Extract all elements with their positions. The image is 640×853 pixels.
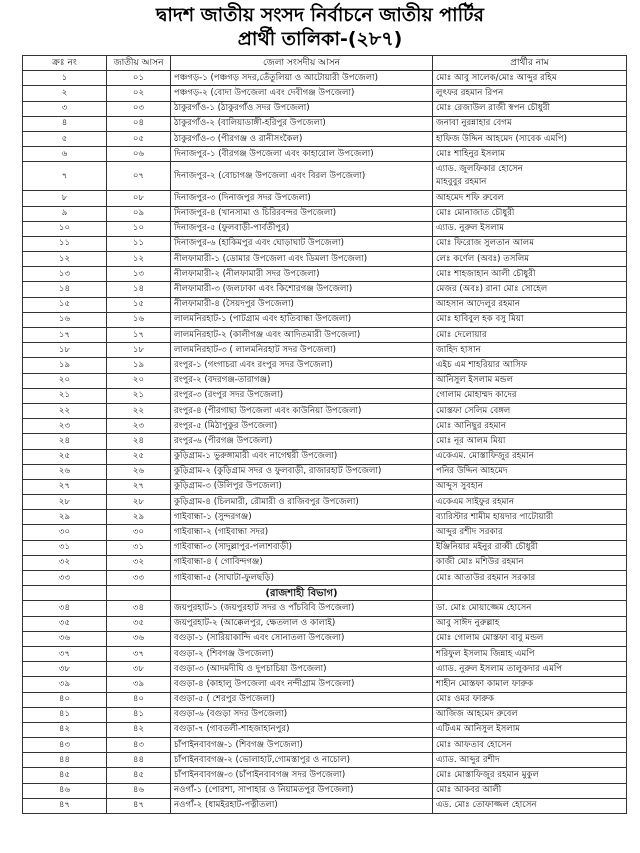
- table-row: [23, 525, 627, 540]
- serial-cell: ১৭: [23, 328, 107, 343]
- national-seat-cell: ৩৬: [107, 631, 171, 646]
- national-seat-cell: ৪২: [107, 722, 171, 737]
- serial-cell: ২১: [23, 388, 107, 403]
- table-row: [23, 71, 627, 86]
- national-seat-cell: ১২: [107, 252, 171, 267]
- serial-cell: ৩৬: [23, 631, 107, 646]
- national-seat-cell: ২৯: [107, 510, 171, 525]
- header-constituency: জেলা সংসদীয় আসন: [171, 56, 433, 71]
- table-row: [23, 191, 627, 206]
- candidate-name-cell: মোঃ ফিরোজ সুলতান আলম: [433, 236, 627, 251]
- table-row: [23, 147, 627, 162]
- constituency-cell: নীলফামারী-১ (ডোমার উপজেলা এবং ডিমলা উপজেলা): [171, 252, 433, 267]
- national-seat-cell: ৩৩: [107, 571, 171, 586]
- national-seat-cell: ২৫: [107, 449, 171, 464]
- constituency-cell: দিনাজপুর-৪ (খানসামা ও চিরিরবন্দর উপজেলা): [171, 206, 433, 221]
- header-serial: ক্রঃ নং: [23, 56, 107, 71]
- serial-cell: ৩: [23, 101, 107, 116]
- table-row: [23, 101, 627, 116]
- constituency-cell: বগুড়া-৬ (বগুড়া সদর উপজেলা): [171, 707, 433, 722]
- candidate-name-cell: এটিএম আনিসুল ইসলাম: [433, 722, 627, 737]
- candidate-name-line: মাহবুবুর রহমান: [436, 177, 487, 188]
- table-body: [23, 71, 627, 814]
- national-seat-cell: ৪০: [107, 692, 171, 707]
- constituency-cell: ঠাকুরগাঁও-১ (ঠাকুরগাঁও সদর উপজেলা): [171, 101, 433, 116]
- candidate-name-cell: মোঃ মোনাজাত চৌধুরী: [433, 206, 627, 221]
- serial-cell: ৩১: [23, 540, 107, 555]
- constituency-cell: গাইবান্ধা-৩ (সাদুল্লাপুর-পলাশবাড়ী): [171, 540, 433, 555]
- candidate-name-cell: আজিজ আহমেদ রুবেল: [433, 707, 627, 722]
- candidate-name-cell: আহমেদ শফি রুবেল: [433, 191, 627, 206]
- serial-cell: ১৬: [23, 312, 107, 327]
- table-row: [23, 646, 627, 661]
- serial-cell: ১৩: [23, 267, 107, 282]
- serial-cell: ২০: [23, 373, 107, 388]
- national-seat-cell: ৩২: [107, 555, 171, 570]
- national-seat-cell: ২২: [107, 403, 171, 418]
- candidate-name-cell: লেঃ কর্ণেল (অবঃ) তসলিম: [433, 252, 627, 267]
- candidate-name-cell: আবু সাঈদ নুরুল্লাহ: [433, 616, 627, 631]
- serial-cell: ৩৪: [23, 601, 107, 616]
- serial-cell: ৪৫: [23, 768, 107, 783]
- table-row: [23, 86, 627, 101]
- table-row: [23, 388, 627, 403]
- national-seat-cell: ১৬: [107, 312, 171, 327]
- serial-cell: ৪৭: [23, 798, 107, 813]
- candidate-name-cell: মোঃ আবু সালেক/মোঃ আব্দুর রহিম: [433, 71, 627, 86]
- constituency-cell: রংপুর-২ (বদরগঞ্জ-তারাগঞ্জ): [171, 373, 433, 388]
- serial-cell: ৩২: [23, 555, 107, 570]
- national-seat-cell: ৪৫: [107, 768, 171, 783]
- table-row: [23, 343, 627, 358]
- serial-cell: ৩৫: [23, 616, 107, 631]
- serial-cell: ১১: [23, 236, 107, 251]
- constituency-cell: ঠাকুরগাঁও-৩ (পীরগঞ্জ ও রানীসংকৈল): [171, 131, 433, 146]
- table-row: [23, 479, 627, 494]
- serial-cell: ২৬: [23, 464, 107, 479]
- serial-cell: ২৭: [23, 479, 107, 494]
- national-seat-cell: ০২: [107, 86, 171, 101]
- candidate-name-cell: মোঃ আফতাব হোসেন: [433, 738, 627, 753]
- table-row: [23, 768, 627, 783]
- national-seat-cell: ০৪: [107, 116, 171, 131]
- table-row: [23, 571, 627, 586]
- serial-cell: ৪১: [23, 707, 107, 722]
- serial-cell: ৩৯: [23, 677, 107, 692]
- table-row: [23, 753, 627, 768]
- table-row: [23, 464, 627, 479]
- header-candidate-name: প্রার্থীর নাম: [433, 56, 627, 71]
- candidate-name-cell: ইঞ্জিনিয়ার মইনুর রাব্বী চৌধুরী: [433, 540, 627, 555]
- table-row: [23, 692, 627, 707]
- table-row: [23, 236, 627, 251]
- candidate-name-cell: মোঃ নূর আলম মিয়া: [433, 434, 627, 449]
- candidate-name-cell: হাফিজ উদ্দিন আহমেদ (সাবেক এমপি): [433, 131, 627, 146]
- national-seat-cell: ০৩: [107, 101, 171, 116]
- serial-cell: ২৯: [23, 510, 107, 525]
- constituency-cell: দিনাজপুর-১ (বীরগঞ্জ উপজেলা এবং কাহারোল উপজেলা): [171, 147, 433, 162]
- national-seat-cell: ৪৪: [107, 753, 171, 768]
- document-title: দ্বাদশ জাতীয় সংসদ নির্বাচনে জাতীয় পার্টির: [156, 4, 484, 26]
- serial-cell: ২: [23, 86, 107, 101]
- serial-cell: ১৮: [23, 343, 107, 358]
- serial-cell: ৩০: [23, 525, 107, 540]
- serial-cell: ১৪: [23, 282, 107, 297]
- national-seat-cell: ১৯: [107, 358, 171, 373]
- constituency-cell: পঞ্চগড়-১ (পঞ্চগড় সদর,তেঁতুলিয়া ও আটোয়ারী উপজেলা): [171, 71, 433, 86]
- constituency-cell: কুড়িগ্রাম-৪ (চিলমারী, রৌমারী ও রাজিবপুর উপজেলা): [171, 495, 433, 510]
- national-seat-cell: ১৩: [107, 267, 171, 282]
- division-label: (রাজশাহী বিভাগ): [171, 586, 433, 601]
- serial-cell: ২৮: [23, 495, 107, 510]
- serial-cell: ৩৮: [23, 662, 107, 677]
- candidate-table: [22, 55, 627, 814]
- national-seat-cell: ৩৮: [107, 662, 171, 677]
- serial-cell: ২৩: [23, 419, 107, 434]
- constituency-cell: কুড়িগ্রাম-২ (কুড়িগ্রাম সদর ও ফুলবাড়ী, রাজারহাট উপজেলা): [171, 464, 433, 479]
- national-seat-cell: ৩৪: [107, 601, 171, 616]
- candidate-name-cell: মোঃ আকবর আলী: [433, 783, 627, 798]
- table-row: [23, 677, 627, 692]
- serial-cell: ৩৭: [23, 646, 107, 661]
- table-row: [23, 738, 627, 753]
- candidate-name-cell: জনাবা নুরন্নাহার বেগম: [433, 116, 627, 131]
- constituency-cell: গাইবান্ধা-২ (গাইবান্ধা সদর): [171, 525, 433, 540]
- national-seat-cell: ৪১: [107, 707, 171, 722]
- serial-cell: ১০: [23, 221, 107, 236]
- candidate-name-cell: মোঃ মোস্তাফিজুর রহমান মুকুল: [433, 768, 627, 783]
- constituency-cell: নীলফামারী-৩ (জলঢাকা এবং কিশোরগঞ্জ উপজেলা): [171, 282, 433, 297]
- candidate-name-cell: মোঃ গোলাম মোস্তফা বাবু মন্ডল: [433, 631, 627, 646]
- table-row: [23, 221, 627, 236]
- constituency-cell: রংপুর-৬ (পীরগঞ্জ উপজেলা): [171, 434, 433, 449]
- candidate-name-cell: আব্দুস সুবহান: [433, 479, 627, 494]
- table-row: [23, 449, 627, 464]
- candidate-name-cell: একেএম সাইফুর রহমান: [433, 495, 627, 510]
- candidate-name-cell: গোলাম মোহাম্মদ কাদের: [433, 388, 627, 403]
- table-row: [23, 798, 627, 813]
- table-row: [23, 783, 627, 798]
- constituency-cell: লালমনিরহাট-৩ ( লালমনিরহাট সদর উপজেলা): [171, 343, 433, 358]
- national-seat-cell: ২৪: [107, 434, 171, 449]
- constituency-cell: জয়পুরহাট-২ (আক্কেলপুর, ক্ষেতলাল ও কালাই): [171, 616, 433, 631]
- candidate-name-cell: কাজী মোঃ মশিউর রহমান: [433, 555, 627, 570]
- constituency-cell: দিনাজপুর-৫ (ফুলবাড়ী-পার্বতীপুর): [171, 221, 433, 236]
- national-seat-cell: ৩৫: [107, 616, 171, 631]
- national-seat-cell: ০৮: [107, 191, 171, 206]
- table-row: [23, 495, 627, 510]
- table-row: [23, 555, 627, 570]
- constituency-cell: নওগাঁ-২ (ধামইরহাট-পত্নীতলা): [171, 798, 433, 813]
- serial-cell: ১৫: [23, 297, 107, 312]
- header-national-seat: জাতীয় আসন: [107, 56, 171, 71]
- serial-cell: ৪৬: [23, 783, 107, 798]
- candidate-name-cell: মেজর (অবঃ) রানা মোঃ সোহেল: [433, 282, 627, 297]
- serial-cell: ৩৩: [23, 571, 107, 586]
- candidate-name-cell: শাহীন মোস্তফা কামাল ফারুক: [433, 677, 627, 692]
- constituency-cell: দিনাজপুর-৩ (দিনাজপুর সদর উপজেলা): [171, 191, 433, 206]
- national-seat-cell: ১৭: [107, 328, 171, 343]
- table-header-row: [23, 56, 627, 71]
- national-seat-cell: ৪৭: [107, 798, 171, 813]
- national-seat-cell: ২৭: [107, 479, 171, 494]
- serial-cell: ৮: [23, 191, 107, 206]
- table-row: [23, 631, 627, 646]
- candidate-name-cell: মোঃ দেলোয়ার: [433, 328, 627, 343]
- candidate-name-cell: মোঃ শাহিনুর ইসলাম: [433, 147, 627, 162]
- national-seat-cell: ৪৬: [107, 783, 171, 798]
- candidate-name-cell: মোঃ শাহজাহান আলী চৌধুরী: [433, 267, 627, 282]
- national-seat-cell: ৩৯: [107, 677, 171, 692]
- candidate-name-cell: এড. মোঃ তোফাজ্জল হোসেন: [433, 798, 627, 813]
- table-row: [23, 510, 627, 525]
- national-seat-cell: ২০: [107, 373, 171, 388]
- table-row: [23, 252, 627, 267]
- constituency-cell: নীলফামারী-২ (নীলফামারী সদর উপজেলা): [171, 267, 433, 282]
- constituency-cell: বগুড়া-২ (শিবগঞ্জ উপজেলা): [171, 646, 433, 661]
- table-row: [23, 297, 627, 312]
- serial-cell: ৪৪: [23, 753, 107, 768]
- constituency-cell: চাঁপাইনবাবগঞ্জ-৩ (চাঁপাইনবাবগঞ্জ সদর উপজেলা): [171, 768, 433, 783]
- table-row: [23, 434, 627, 449]
- table-row: [23, 282, 627, 297]
- table-row: [23, 162, 627, 191]
- constituency-cell: চাঁপাইনবাবগঞ্জ-১ (শিবগঞ্জ উপজেলা): [171, 738, 433, 753]
- national-seat-cell: ১১: [107, 236, 171, 251]
- serial-cell: ৯: [23, 206, 107, 221]
- national-seat-cell: ০৬: [107, 147, 171, 162]
- table-row: [23, 540, 627, 555]
- candidate-name-cell: ডা. মোঃ মোয়াজ্জেম হোসেন: [433, 601, 627, 616]
- constituency-cell: বগুড়া-৪ (কাহালু উপজেলা এবং নন্দীগ্রাম উপজেলা): [171, 677, 433, 692]
- candidate-name-cell: মোঃ আতাউর রহমান সরকার: [433, 571, 627, 586]
- national-seat-cell: ৩৭: [107, 646, 171, 661]
- table-row: [23, 358, 627, 373]
- candidate-name-cell: আব্দুর রশীদ সরকার: [433, 525, 627, 540]
- candidate-name-cell: মোঃ হাবিবুল হক বসু মিয়া: [433, 312, 627, 327]
- serial-cell: ১২: [23, 252, 107, 267]
- table-row: [23, 722, 627, 737]
- constituency-cell: লালমনিরহাট-১ (পাটগ্রাম এবং হাতিবান্ধা উপজেলা): [171, 312, 433, 327]
- table-row: [23, 116, 627, 131]
- candidate-name-cell: মোঃ রেজাউল রাজী স্বপন চৌধুরী: [433, 101, 627, 116]
- table-row: [23, 707, 627, 722]
- serial-cell: ৭: [23, 162, 107, 191]
- constituency-cell: বগুড়া-১ (সারিয়াকান্দি এবং সোনাতলা উপজেলা): [171, 631, 433, 646]
- candidate-name-cell: লুৎফর রহমান রিপন: [433, 86, 627, 101]
- table-row: [23, 206, 627, 221]
- constituency-cell: রংপুর-৩ (রংপুর সদর উপজেলা): [171, 388, 433, 403]
- serial-cell: ৪২: [23, 722, 107, 737]
- table-row: [23, 419, 627, 434]
- constituency-cell: রংপুর-৪ (পীরগাছা উপজেলা এবং কাউনিয়া উপজেলা): [171, 403, 433, 418]
- constituency-cell: বগুড়া-৩ (আদমদীঘি ও দুপচাচিয়া উপজেলা): [171, 662, 433, 677]
- constituency-cell: গাইবান্ধা-৫ (সাঘাটা-ফুলছড়ি): [171, 571, 433, 586]
- constituency-cell: ঠাকুরগাঁও-২ (বালিয়াডাঙ্গী-হরিপুর উপজেলা): [171, 116, 433, 131]
- constituency-cell: জয়পুরহাট-১ (জয়পুরহাট সদর ও পাঁচবিবি উপজেলা): [171, 601, 433, 616]
- candidate-name-cell: একেএম. মোস্তাফিজুর রহমান: [433, 449, 627, 464]
- serial-cell: ২৫: [23, 449, 107, 464]
- national-seat-cell: ২৬: [107, 464, 171, 479]
- table-row: [23, 662, 627, 677]
- national-seat-cell: ১৪: [107, 282, 171, 297]
- national-seat-cell: ৩০: [107, 525, 171, 540]
- national-seat-cell: ০১: [107, 71, 171, 86]
- national-seat-cell: ০৭: [107, 162, 171, 191]
- candidate-name-cell: মোঃ আনিছুর রহমান: [433, 419, 627, 434]
- national-seat-cell: ২৮: [107, 495, 171, 510]
- national-seat-cell: ১০: [107, 221, 171, 236]
- constituency-cell: লালমনিরহাট-২ (কালীগঞ্জ এবং আদিতমারী উপজেলা): [171, 328, 433, 343]
- serial-cell: ৪৩: [23, 738, 107, 753]
- national-seat-cell: ২১: [107, 388, 171, 403]
- candidate-name-cell: জাহিদ হাসান: [433, 343, 627, 358]
- table-row: [23, 403, 627, 418]
- serial-cell: ৪০: [23, 692, 107, 707]
- serial-cell: ৫: [23, 131, 107, 146]
- candidate-name-cell: মোঃ ওমর ফারুক: [433, 692, 627, 707]
- constituency-cell: রংপুর-৫ (মিঠাপুকুর উপজেলা): [171, 419, 433, 434]
- division-section-row: [23, 586, 627, 601]
- national-seat-cell: ২৩: [107, 419, 171, 434]
- candidate-name-cell: এ্যাড. নুরুল ইসলাম: [433, 221, 627, 236]
- national-seat-cell: ০৫: [107, 131, 171, 146]
- table-row: [23, 131, 627, 146]
- constituency-cell: চাঁপাইনবাবগঞ্জ-২ (ভোলাহাট,গোমস্তাপুর ও নাচোল): [171, 753, 433, 768]
- constituency-cell: পঞ্চগড়-২ (বোদা উপজেলা এবং দেবীগঞ্জ উপজেলা): [171, 86, 433, 101]
- serial-cell: ২২: [23, 403, 107, 418]
- constituency-cell: গাইবান্ধা-১ (সুন্দরগঞ্জ): [171, 510, 433, 525]
- constituency-cell: নীলফামারী-৪ (সৈয়দপুর উপজেলা): [171, 297, 433, 312]
- table-row: [23, 601, 627, 616]
- constituency-cell: দিনাজপুর-২ (বোচাগঞ্জ উপজেলা এবং বিরল উপজেলা): [171, 162, 433, 191]
- candidate-name-line: এ্যাড. জুলফিকার হোসেন: [436, 164, 523, 175]
- candidate-name-cell: ব্যারিস্টার শামীম হায়দার পাটোয়ারী: [433, 510, 627, 525]
- serial-cell: ১৯: [23, 358, 107, 373]
- national-seat-cell: ১৫: [107, 297, 171, 312]
- candidate-name-cell: শরিফুল ইসলাম জিন্নাহ এমপি: [433, 646, 627, 661]
- serial-cell: ৬: [23, 147, 107, 162]
- national-seat-cell: ৪৩: [107, 738, 171, 753]
- constituency-cell: কুড়িগ্রাম-৩ (উলিপুর উপজেলা): [171, 479, 433, 494]
- candidate-name-cell: পনির উদ্দিন আহমেদ: [433, 464, 627, 479]
- candidate-name-cell: এ্যাড. আব্দুর রশীদ: [433, 753, 627, 768]
- candidate-name-cell: মোস্তফা সেলিম বেঙ্গল: [433, 403, 627, 418]
- constituency-cell: কুড়িগ্রাম-১ ভুরুঙ্গামারী এবং নাগেশ্বরী উপজেলা): [171, 449, 433, 464]
- constituency-cell: বগুড়া-৭ (গাবতলী-শাহজাহানপুর): [171, 722, 433, 737]
- table-row: [23, 312, 627, 327]
- candidate-name-cell: আনিসুল ইসলাম মন্ডল: [433, 373, 627, 388]
- table-row: [23, 328, 627, 343]
- candidate-name-cell: এ্যাড. নুরুল ইসলাম তালুকদার এমপি: [433, 662, 627, 677]
- candidate-name-cell: এইচ এম শাহরিয়ার আসিফ: [433, 358, 627, 373]
- table-row: [23, 373, 627, 388]
- national-seat-cell: ০৯: [107, 206, 171, 221]
- constituency-cell: নওগাঁ-১ (পোরশা, সাপাহার ও নিয়ামতপুর উপজেলা): [171, 783, 433, 798]
- national-seat-cell: ৩১: [107, 540, 171, 555]
- candidate-name-cell: [433, 162, 627, 191]
- document-subtitle: প্রার্থী তালিকা-(২৮৭): [237, 28, 403, 50]
- table-row: [23, 616, 627, 631]
- national-seat-cell: ১৮: [107, 343, 171, 358]
- constituency-cell: রংপুর-১ (গংগাচরা এবং রংপুর সদর উপজেলা): [171, 358, 433, 373]
- constituency-cell: দিনাজপুর-৬ (হাকিমপুর এবং ঘোড়াঘাট উপজেলা): [171, 236, 433, 251]
- table-row: [23, 267, 627, 282]
- constituency-cell: গাইবান্ধা-৪ ( গোবিন্দগঞ্জ): [171, 555, 433, 570]
- constituency-cell: বগুড়া-৫ ( শেরপুর উপজেলা): [171, 692, 433, 707]
- candidate-name-cell: আহসান আদেলুর রহমান: [433, 297, 627, 312]
- serial-cell: ২৪: [23, 434, 107, 449]
- serial-cell: ৪: [23, 116, 107, 131]
- serial-cell: ১: [23, 71, 107, 86]
